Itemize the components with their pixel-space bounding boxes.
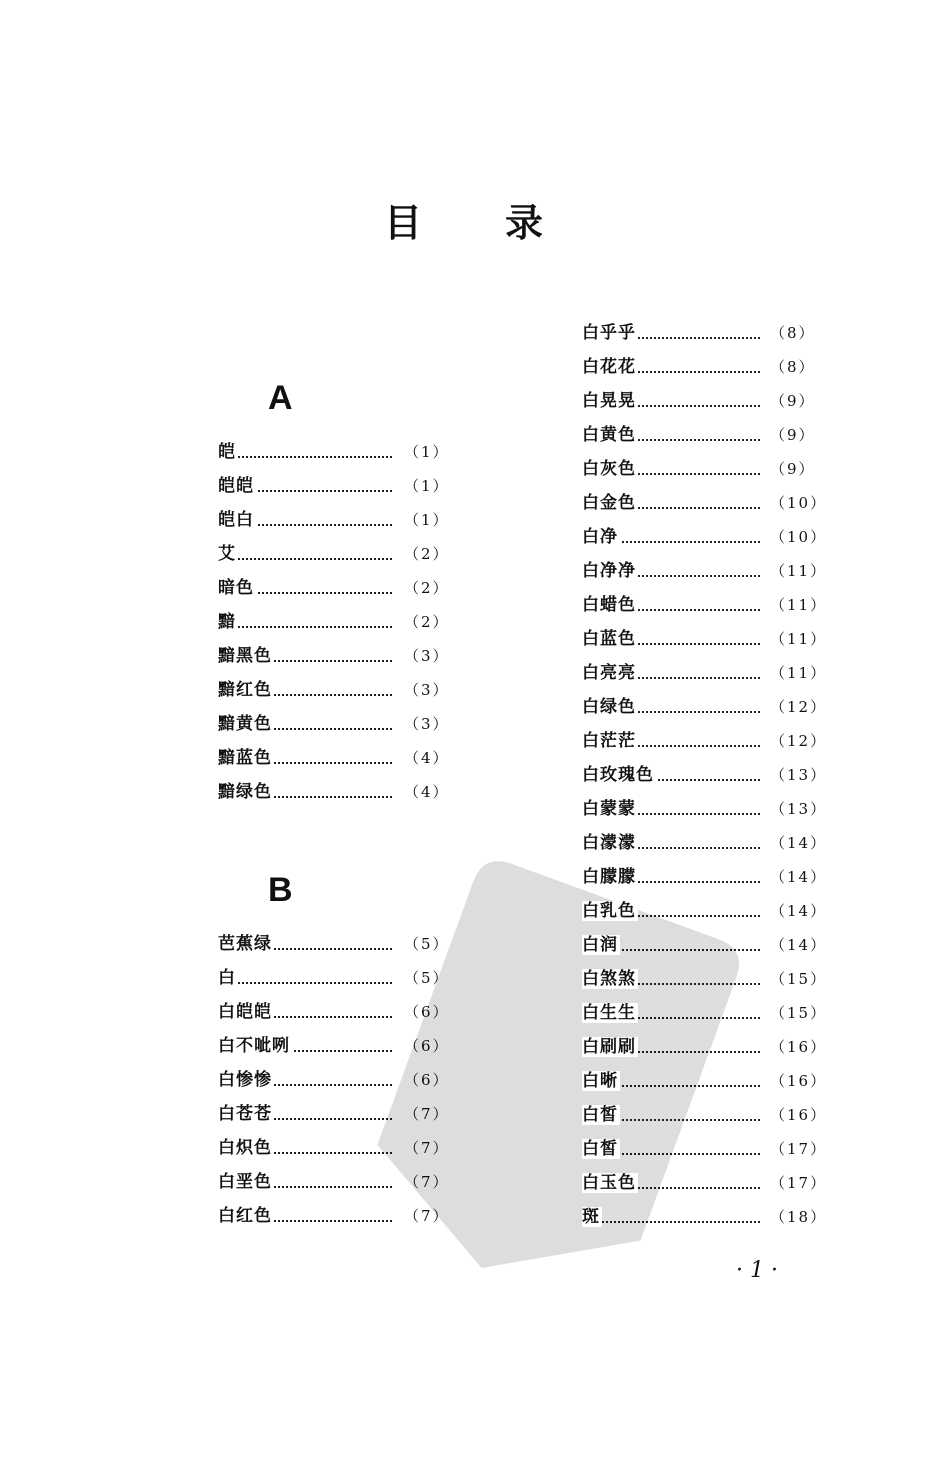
toc-entry-page: （1） [404, 511, 450, 529]
toc-entry-term: 白皙 [582, 1139, 618, 1159]
toc-entry-page: （14） [770, 868, 828, 886]
toc-entry [218, 775, 458, 809]
toc-entry-page: （11） [770, 596, 828, 614]
toc-entry-page: （13） [770, 800, 828, 818]
toc-entry-term: 白净 [582, 527, 618, 547]
toc-entry-term: 白灰色 [582, 459, 636, 479]
toc-entry-term: 白炽色 [218, 1138, 272, 1158]
toc-entry-page: （3） [404, 681, 450, 699]
toc-entry-term: 白晰 [582, 1071, 618, 1091]
toc-entry-term: 白茫茫 [582, 731, 636, 751]
toc-entry-term: 白蒙蒙 [582, 799, 636, 819]
toc-entry-term: 白刷刷 [582, 1037, 636, 1057]
toc-entry-term: 白玫瑰色 [582, 765, 654, 785]
toc-entry-term: 白皙 [582, 1105, 618, 1125]
toc-entry [218, 605, 458, 639]
toc-entry-term: 黯黑色 [218, 646, 272, 666]
toc-entry-page: （16） [770, 1072, 828, 1090]
toc-entry [582, 1132, 828, 1166]
toc-entry [582, 758, 828, 792]
toc-entry-page: （15） [770, 1004, 828, 1022]
toc-entry [582, 452, 822, 486]
watermark-label: PDG [547, 1298, 631, 1360]
toc-entry-term: 白乎乎 [582, 323, 636, 343]
toc-entry-term: 白黄色 [582, 425, 636, 445]
toc-entry [582, 928, 828, 962]
toc-entry-page: （7） [404, 1139, 450, 1157]
title-char-2: 录 [505, 201, 544, 245]
toc-entry-page: （9） [770, 460, 816, 478]
toc-entry-page: （7） [404, 1207, 450, 1225]
dot-leader [582, 1219, 760, 1223]
section-letter-b: B [268, 871, 293, 909]
toc-entry [218, 1063, 458, 1097]
toc-entry-page: （14） [770, 902, 828, 920]
toc-entry-term: 白绿色 [582, 697, 636, 717]
toc-entry-page: （15） [770, 970, 828, 988]
toc-entry [582, 316, 822, 350]
toc-entry-page: （17） [770, 1174, 828, 1192]
toc-entry [582, 690, 828, 724]
toc-entry-page: （12） [770, 698, 828, 716]
toc-entry-page: （14） [770, 834, 828, 852]
toc-entry [218, 469, 458, 503]
toc-entry-page: （6） [404, 1037, 450, 1055]
toc-entry-term: 白花花 [582, 357, 636, 377]
toc-entry-term: 白垩色 [218, 1172, 272, 1192]
toc-entry-page: （2） [404, 613, 450, 631]
toc-entry [218, 1029, 458, 1063]
toc-entry [582, 1166, 828, 1200]
toc-entry-page: （10） [770, 494, 828, 512]
right-column-list [582, 316, 828, 1234]
dot-leader [218, 454, 392, 458]
toc-entry [218, 1131, 458, 1165]
toc-entry [218, 1199, 458, 1233]
toc-entry [582, 860, 828, 894]
toc-entry-term: 白生生 [582, 1003, 636, 1023]
toc-entry-term: 皑白 [218, 510, 254, 530]
toc-entry-term: 白朦朦 [582, 867, 636, 887]
toc-entry [582, 996, 828, 1030]
toc-entry [582, 520, 828, 554]
section-letter-a: A [268, 379, 293, 417]
toc-entry [582, 826, 828, 860]
toc-entry-page: （3） [404, 647, 450, 665]
toc-entry-term: 白 [218, 968, 236, 988]
toc-entry-page: （11） [770, 562, 828, 580]
toc-entry-term: 黯绿色 [218, 782, 272, 802]
toc-entry [582, 350, 822, 384]
toc-entry [582, 418, 822, 452]
toc-entry-page: （12） [770, 732, 828, 750]
toc-entry [582, 486, 828, 520]
toc-entry [218, 639, 458, 673]
toc-entry-term: 白金色 [582, 493, 636, 513]
toc-entry-page: （1） [404, 443, 450, 461]
toc-entry-page: （2） [404, 545, 450, 563]
toc-entry [218, 961, 458, 995]
toc-entry [218, 571, 458, 605]
toc-entry [218, 927, 458, 961]
toc-entry-term: 暗色 [218, 578, 254, 598]
toc-entry-page: （5） [404, 935, 450, 953]
toc-entry-page: （9） [770, 392, 816, 410]
toc-entry-page: （16） [770, 1106, 828, 1124]
toc-entry [218, 707, 458, 741]
page-number: · 1 · [736, 1258, 778, 1283]
toc-entry-page: （4） [404, 783, 450, 801]
toc-entry-term: 白润 [582, 935, 618, 955]
toc-entry [218, 741, 458, 775]
dot-leader [218, 624, 392, 628]
toc-entry-page: （14） [770, 936, 828, 954]
toc-entry-page: （13） [770, 766, 828, 784]
toc-title [0, 198, 950, 248]
toc-entry-page: （11） [770, 630, 828, 648]
toc-entry-term: 白皑皑 [218, 1002, 272, 1022]
toc-entry-term: 黯红色 [218, 680, 272, 700]
toc-entry [582, 588, 828, 622]
toc-entry-term: 斑 [582, 1207, 600, 1227]
toc-entry-page: （6） [404, 1071, 450, 1089]
toc-entry [218, 673, 458, 707]
toc-entry-term: 黯 [218, 612, 236, 632]
dot-leader [218, 980, 392, 984]
toc-entry-page: （2） [404, 579, 450, 597]
toc-entry [582, 1030, 828, 1064]
toc-entry-page: （10） [770, 528, 828, 546]
toc-entry-term: 皑皑 [218, 476, 254, 496]
toc-entry [582, 894, 828, 928]
toc-entry [582, 792, 828, 826]
toc-entry [582, 1064, 828, 1098]
toc-entry-term: 芭蕉绿 [218, 934, 272, 954]
toc-entry [218, 435, 458, 469]
toc-entry [582, 1200, 828, 1234]
toc-entry-page: （3） [404, 715, 450, 733]
toc-entry-term: 白红色 [218, 1206, 272, 1226]
toc-entry-term: 白濛濛 [582, 833, 636, 853]
toc-entry-term: 皑 [218, 442, 236, 462]
toc-entry-page: （8） [770, 324, 816, 342]
toc-entry [218, 995, 458, 1029]
toc-entry-page: （7） [404, 1173, 450, 1191]
section-b-list [218, 927, 458, 1233]
toc-entry [218, 503, 458, 537]
toc-entry-term: 艾 [218, 544, 236, 564]
toc-entry-term: 白不呲咧 [218, 1036, 290, 1056]
toc-entry-page: （8） [770, 358, 816, 376]
toc-entry-term: 白惨惨 [218, 1070, 272, 1090]
section-a-list [218, 435, 458, 809]
toc-entry-term: 白净净 [582, 561, 636, 581]
dot-leader [218, 556, 392, 560]
toc-entry-page: （16） [770, 1038, 828, 1056]
toc-entry-page: （5） [404, 969, 450, 987]
toc-entry [218, 1165, 458, 1199]
title-char-1: 目 [384, 201, 423, 245]
toc-entry [582, 1098, 828, 1132]
toc-entry-page: （1） [404, 477, 450, 495]
toc-entry [582, 962, 828, 996]
toc-entry-page: （17） [770, 1140, 828, 1158]
toc-entry [582, 622, 828, 656]
toc-entry-term: 黯黄色 [218, 714, 272, 734]
toc-entry-term: 黯蓝色 [218, 748, 272, 768]
toc-entry-page: （7） [404, 1105, 450, 1123]
toc-entry [582, 384, 822, 418]
toc-entry-page: （6） [404, 1003, 450, 1021]
toc-entry-term: 白亮亮 [582, 663, 636, 683]
toc-entry-term: 白晃晃 [582, 391, 636, 411]
toc-entry-term: 白煞煞 [582, 969, 636, 989]
toc-entry [582, 554, 828, 588]
toc-entry [582, 724, 828, 758]
toc-entry-page: （11） [770, 664, 828, 682]
toc-entry-term: 白玉色 [582, 1173, 636, 1193]
toc-entry-page: （9） [770, 426, 816, 444]
toc-entry-term: 白苍苍 [218, 1104, 272, 1124]
toc-entry [218, 1097, 458, 1131]
toc-entry-term: 白蜡色 [582, 595, 636, 615]
toc-entry-page: （4） [404, 749, 450, 767]
toc-entry-term: 白蓝色 [582, 629, 636, 649]
toc-entry [582, 656, 828, 690]
toc-entry-page: （18） [770, 1208, 828, 1226]
toc-entry-term: 白乳色 [582, 901, 636, 921]
toc-entry [218, 537, 458, 571]
